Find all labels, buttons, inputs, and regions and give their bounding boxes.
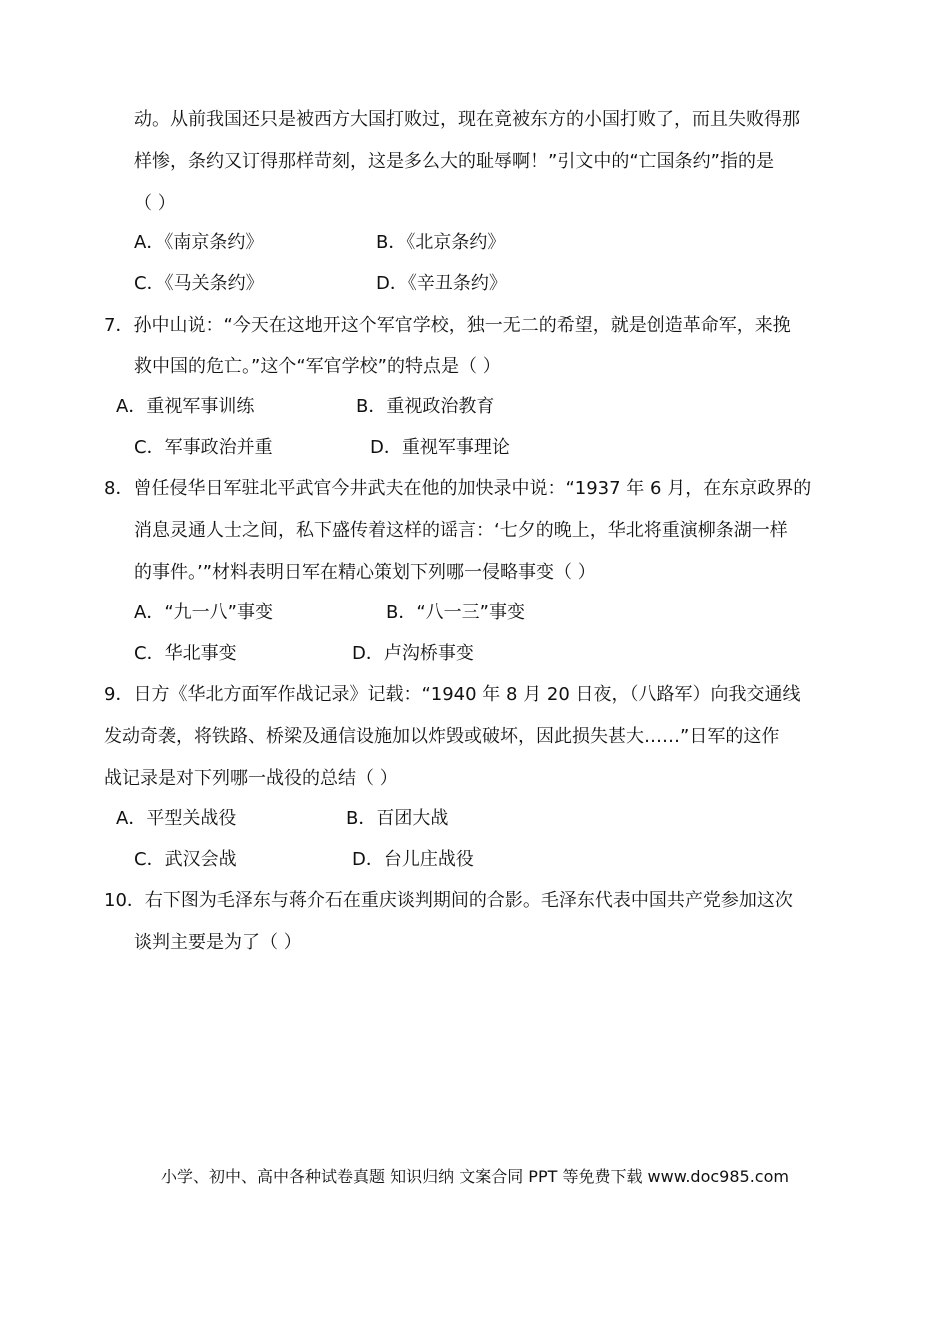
q6-option-a: A．《南京条约》 [134,232,264,253]
q9-line-3: 战记录是对下列哪一战役的总结（ ） [104,768,398,789]
q9-line-1: 9．日方《华北方面军作战记录》记载：“1940 年 8 月 20 日夜，（八路军）向我交通线 [104,684,801,705]
q8-option-d: D．卢沟桥事变 [352,643,474,664]
q10-line-1: 10．右下图为毛泽东与蒋介石在重庆谈判期间的合影。毛泽东代表中国共产党参加这次 [104,890,793,911]
q8-option-b: B．“八一三”事变 [386,602,525,623]
q6-option-b: B．《北京条约》 [376,232,506,253]
q9-option-c: C．武汉会战 [134,849,237,870]
q7-option-c: C．军事政治并重 [134,437,273,458]
q6-line-1: 动。从前我国还只是被西方大国打败过，现在竟被东方的小国打败了，而且失败得那 [134,109,800,130]
q7-option-b: B．重视政治教育 [356,396,495,417]
q8-line-3: 的事件。’”材料表明日军在精心策划下列哪一侵略事变（ ） [134,562,596,583]
page-footer: 小学、初中、高中各种试卷真题 知识归纳 文案合同 PPT 等免费下载 www.doc985.com [161,1167,789,1186]
q9-line-2: 发动奇袭，将铁路、桥梁及通信设施加以炸毁或破坏，因此损失甚大……”日军的这作 [104,726,780,747]
q7-line-1: 7．孙中山说：“今天在这地开这个军官学校，独一无二的希望，就是创造革命军，来挽 [104,315,791,336]
q9-option-a: A．平型关战役 [116,808,237,829]
q8-option-c: C．华北事变 [134,643,237,664]
q7-option-a: A．重视军事训练 [116,396,255,417]
q7-line-2: 救中国的危亡。”这个“军官学校”的特点是（ ） [134,356,501,377]
q9-option-b: B．百团大战 [346,808,449,829]
q7-option-d: D．重视军事理论 [370,437,510,458]
q10-line-2: 谈判主要是为了（ ） [134,932,302,953]
q8-line-2: 消息灵通人士之间，私下盛传着这样的谣言：‘七夕的晚上，华北将重演柳条湖一样 [134,520,788,541]
q6-option-d: D．《辛丑条约》 [376,273,507,294]
q8-option-a: A．“九一八”事变 [134,602,273,623]
q6-option-c: C．《马关条约》 [134,273,264,294]
q6-line-2: 样惨，条约又订得那样苛刻，这是多么大的耻辱啊！”引文中的“亡国条约”指的是 [134,151,774,172]
q6-line-3: （ ） [134,193,176,214]
q8-line-1: 8．曾任侵华日军驻北平武官今井武夫在他的加快录中说：“1937 年 6 月，在东京政界的 [104,478,812,499]
q9-option-d: D．台儿庄战役 [352,849,474,870]
